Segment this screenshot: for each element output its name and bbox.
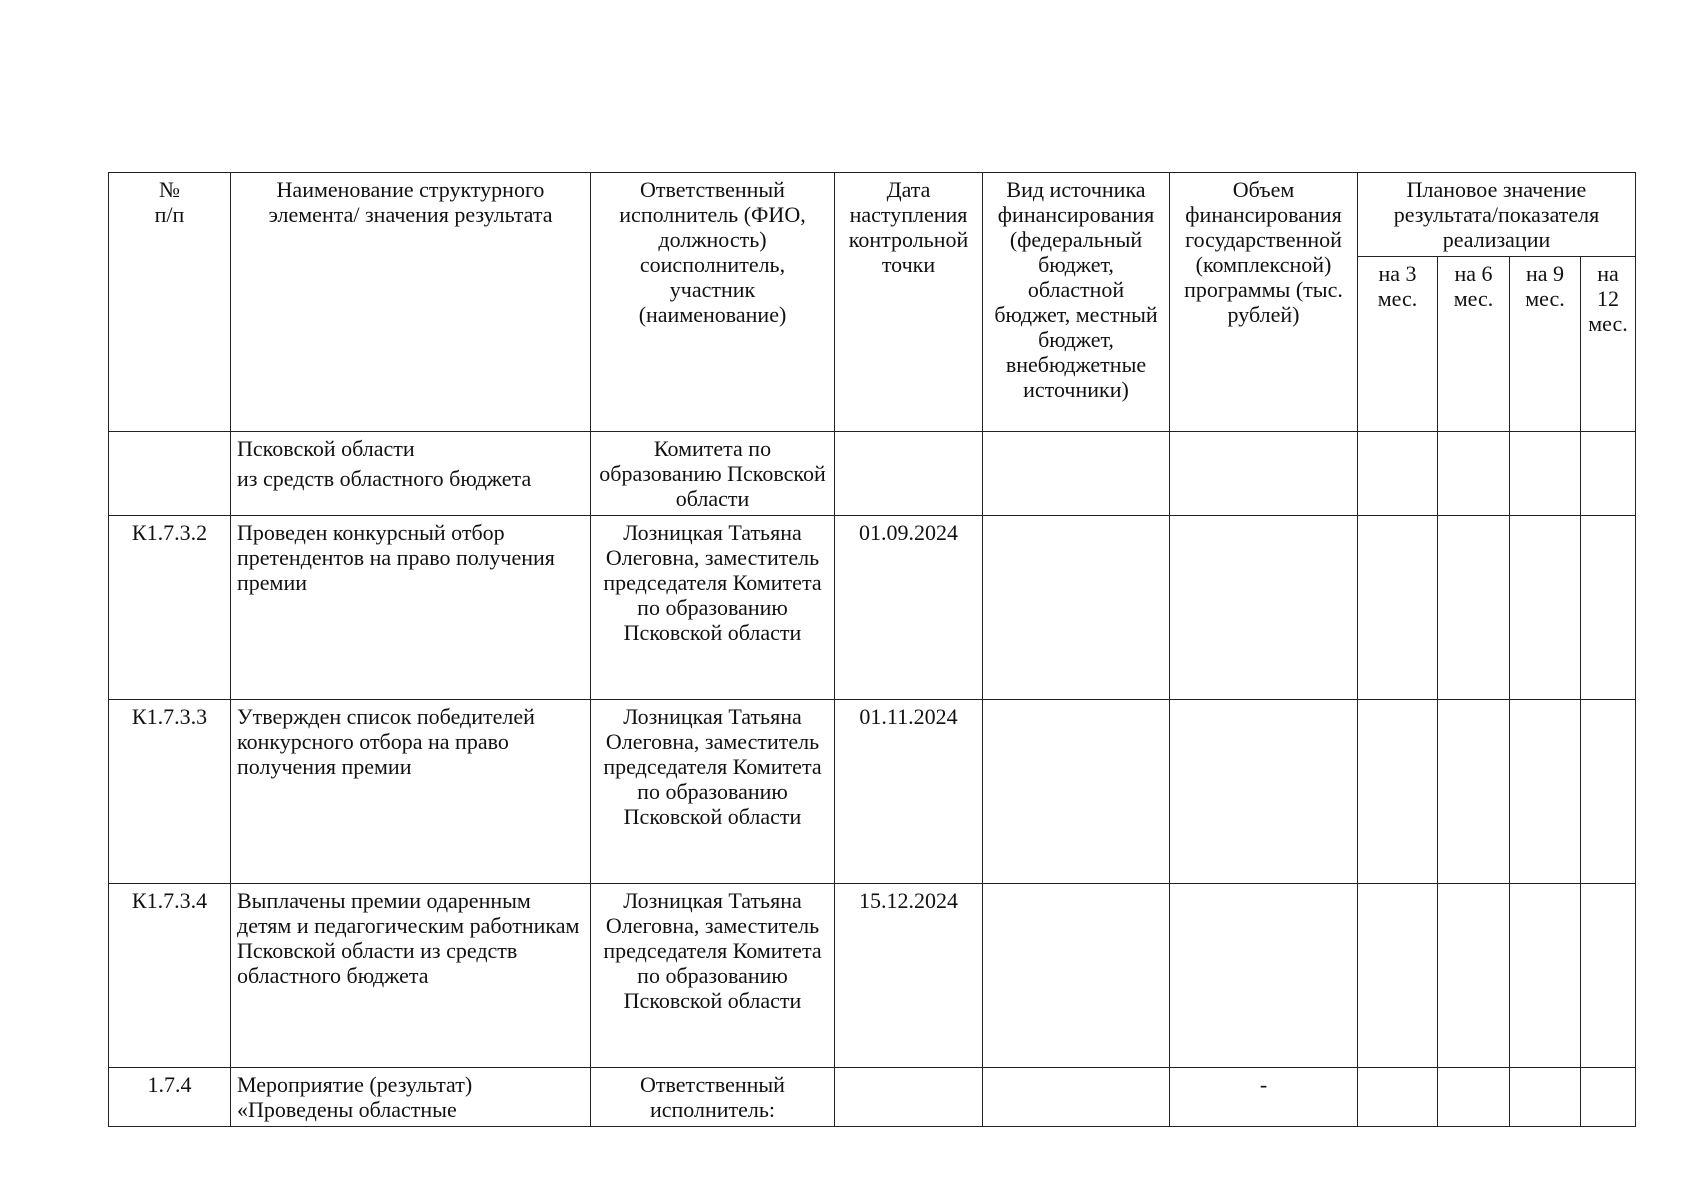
header-row bbox=[109, 173, 1636, 257]
row-plan-9 bbox=[1510, 884, 1581, 1068]
row-volume bbox=[1170, 432, 1358, 516]
row-plan-6 bbox=[1438, 700, 1510, 884]
row-plan-3 bbox=[1358, 884, 1438, 1068]
header-planned: Плановое значение результата/показателя реализации bbox=[1358, 173, 1636, 257]
row-source bbox=[983, 1068, 1170, 1127]
row-plan-12 bbox=[1581, 516, 1636, 700]
row-source bbox=[983, 700, 1170, 884]
row-plan-3 bbox=[1358, 1068, 1438, 1127]
row-source bbox=[983, 432, 1170, 516]
header-period-12: на 12 мес. bbox=[1581, 257, 1636, 432]
row-responsible: Лозницкая Татьяна Олеговна, заместитель председателя Комитета по образованию Псковской области bbox=[591, 884, 835, 1068]
row-plan-6 bbox=[1438, 884, 1510, 1068]
row-responsible: Ответственный исполнитель: bbox=[591, 1068, 835, 1127]
document-page bbox=[108, 172, 1635, 1127]
row-name: Выплачены премии одаренным детям и педагогическим работникам Псковской области из средств областного бюджета bbox=[231, 884, 591, 1068]
row-date: 15.12.2024 bbox=[835, 884, 983, 1068]
row-name bbox=[231, 432, 591, 516]
row-plan-6 bbox=[1438, 516, 1510, 700]
row-plan-9 bbox=[1510, 1068, 1581, 1127]
header-num: № п/п bbox=[109, 173, 231, 432]
header-responsible: Ответственный исполнитель (ФИО, должность) соисполнитель, участник (наименование) bbox=[591, 173, 835, 432]
header-date: Дата наступления контрольной точки bbox=[835, 173, 983, 432]
row-plan-9 bbox=[1510, 516, 1581, 700]
row-plan-6 bbox=[1438, 1068, 1510, 1127]
header-period-9: на 9 мес. bbox=[1510, 257, 1581, 432]
row-plan-12 bbox=[1581, 1068, 1636, 1127]
row-name-line: Псковской области bbox=[237, 436, 415, 461]
row-name: Мероприятие (результат) «Проведены областные bbox=[231, 1068, 591, 1127]
row-date bbox=[835, 432, 983, 516]
table-row bbox=[109, 516, 1636, 700]
row-plan-12 bbox=[1581, 884, 1636, 1068]
row-num: К1.7.3.4 bbox=[109, 884, 231, 1068]
row-source bbox=[983, 516, 1170, 700]
row-plan-3 bbox=[1358, 516, 1438, 700]
table-row bbox=[109, 432, 1636, 516]
row-plan-6 bbox=[1438, 432, 1510, 516]
row-num: К1.7.3.3 bbox=[109, 700, 231, 884]
plan-table bbox=[108, 172, 1636, 1127]
header-period-6: на 6 мес. bbox=[1438, 257, 1510, 432]
row-plan-12 bbox=[1581, 700, 1636, 884]
row-responsible: Комитета по образованию Псковской области bbox=[591, 432, 835, 516]
row-responsible: Лозницкая Татьяна Олеговна, заместитель председателя Комитета по образованию Псковской области bbox=[591, 700, 835, 884]
row-date: 01.09.2024 bbox=[835, 516, 983, 700]
row-plan-3 bbox=[1358, 432, 1438, 516]
row-volume bbox=[1170, 700, 1358, 884]
table-row bbox=[109, 884, 1636, 1068]
row-name: Проведен конкурсный отбор претендентов на право получения премии bbox=[231, 516, 591, 700]
header-name: Наименование структурного элемента/ значения результата bbox=[231, 173, 591, 432]
row-plan-3 bbox=[1358, 700, 1438, 884]
table-row bbox=[109, 1068, 1636, 1127]
row-volume bbox=[1170, 884, 1358, 1068]
table-row bbox=[109, 700, 1636, 884]
row-responsible: Лозницкая Татьяна Олеговна, заместитель председателя Комитета по образованию Псковской области bbox=[591, 516, 835, 700]
row-date: 01.11.2024 bbox=[835, 700, 983, 884]
row-volume: - bbox=[1170, 1068, 1358, 1127]
row-source bbox=[983, 884, 1170, 1068]
row-plan-12 bbox=[1581, 432, 1636, 516]
row-date bbox=[835, 1068, 983, 1127]
header-volume: Объем финансирования государственной (комплексной) программы (тыс. рублей) bbox=[1170, 173, 1358, 432]
row-name: Утвержден список победителей конкурсного отбора на право получения премии bbox=[231, 700, 591, 884]
row-num: 1.7.4 bbox=[109, 1068, 231, 1127]
row-plan-9 bbox=[1510, 432, 1581, 516]
row-name-line: из средств областного бюджета bbox=[237, 466, 532, 491]
row-num: К1.7.3.2 bbox=[109, 516, 231, 700]
header-source: Вид источника финансирования (федеральный бюджет, областной бюджет, местный бюджет, внебюджетные источники) bbox=[983, 173, 1170, 432]
header-period-3: на 3 мес. bbox=[1358, 257, 1438, 432]
row-volume bbox=[1170, 516, 1358, 700]
row-num bbox=[109, 432, 231, 516]
row-plan-9 bbox=[1510, 700, 1581, 884]
